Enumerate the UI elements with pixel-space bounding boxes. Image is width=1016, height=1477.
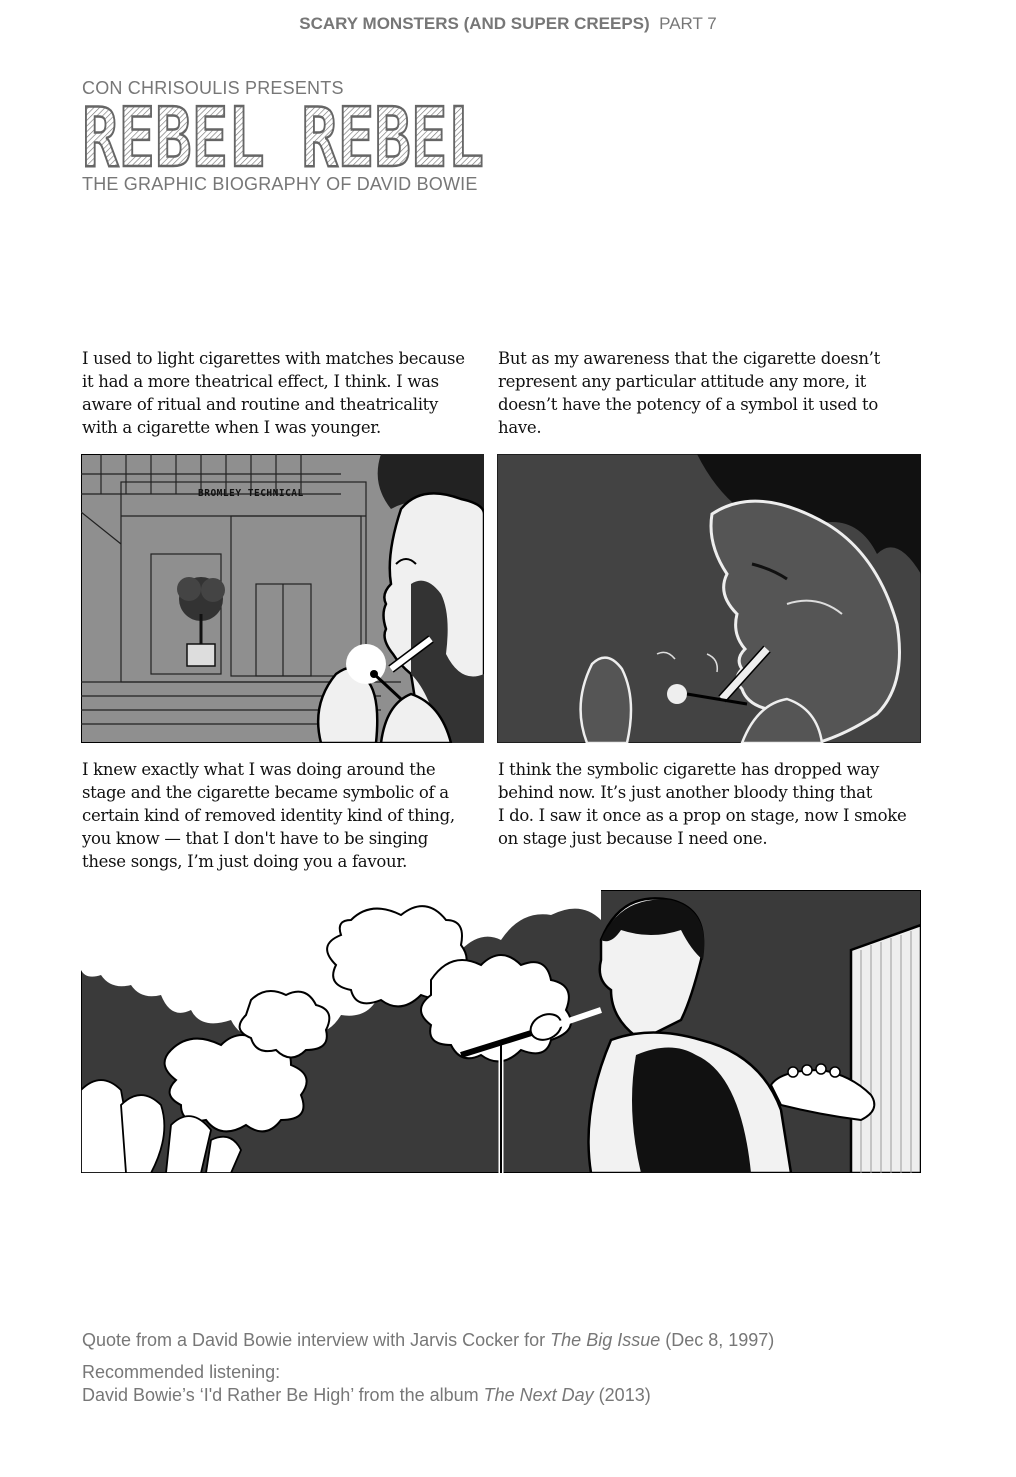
panel-stage-microphone [81,890,921,1173]
running-head [0,14,1016,34]
source-title: The Big Issue [550,1330,661,1350]
caption-line: on stage just because I need one. [498,829,768,848]
caption-line: I think the symbolic cigarette has dropped way [498,760,879,779]
panel-school-match [81,454,484,743]
subtitle: THE GRAPHIC BIOGRAPHY OF DAVID BOWIE [82,174,478,194]
panel-dark-closeup [497,454,921,743]
caption-line: I do. I saw it once as a prop on stage, now I smoke [498,806,907,825]
caption-line: represent any particular attitude any more, it [498,372,867,391]
caption-line: it had a more theatrical effect, I think. I was [82,372,439,391]
listening-recommendation [82,1385,651,1406]
caption-mid-left [82,758,455,873]
presenter-line: CON CHRISOULIS PRESENTS [82,78,344,98]
caption-top-right [498,347,880,439]
source-prefix: Quote from a David Bowie interview with Jarvis Cocker for [82,1330,551,1350]
listening-suffix: (2013) [593,1385,651,1405]
school-sign: BROMLEY TECHNICAL [198,488,304,499]
listening-album: The Next Day [483,1385,594,1405]
caption-line: you know — that I don't have to be singing [82,829,429,848]
logo-text: REBEL REBEL [82,104,484,172]
caption-line: I knew exactly what I was doing around the [82,760,436,779]
source-suffix: (Dec 8, 1997) [660,1330,775,1350]
caption-mid-right [498,758,906,850]
caption-line: certain kind of removed identity kind of thing, [82,806,455,825]
series-title: SCARY MONSTERS (AND SUPER CREEPS) [299,14,650,33]
caption-line: I used to light cigarettes with matches because [82,349,465,368]
caption-top-left [82,347,465,439]
part-label: PART 7 [659,14,717,33]
caption-line: doesn’t have the potency of a symbol it used to [498,395,878,414]
rebel-rebel-logo [80,104,488,172]
listening-label: Recommended listening: [82,1362,281,1382]
caption-line: these songs, I’m just doing you a favour. [82,852,408,871]
caption-line: behind now. It’s just another bloody thing that [498,783,873,802]
caption-line: with a cigarette when I was younger. [82,418,382,437]
caption-line: have. [498,418,542,437]
caption-line: aware of ritual and routine and theatricality [82,395,439,414]
quote-source [82,1330,774,1351]
listening-prefix: David Bowie’s ‘I'd Rather Be High’ from the album [82,1385,484,1405]
caption-line: But as my awareness that the cigarette doesn’t [498,349,880,368]
caption-line: stage and the cigarette became symbolic of a [82,783,449,802]
